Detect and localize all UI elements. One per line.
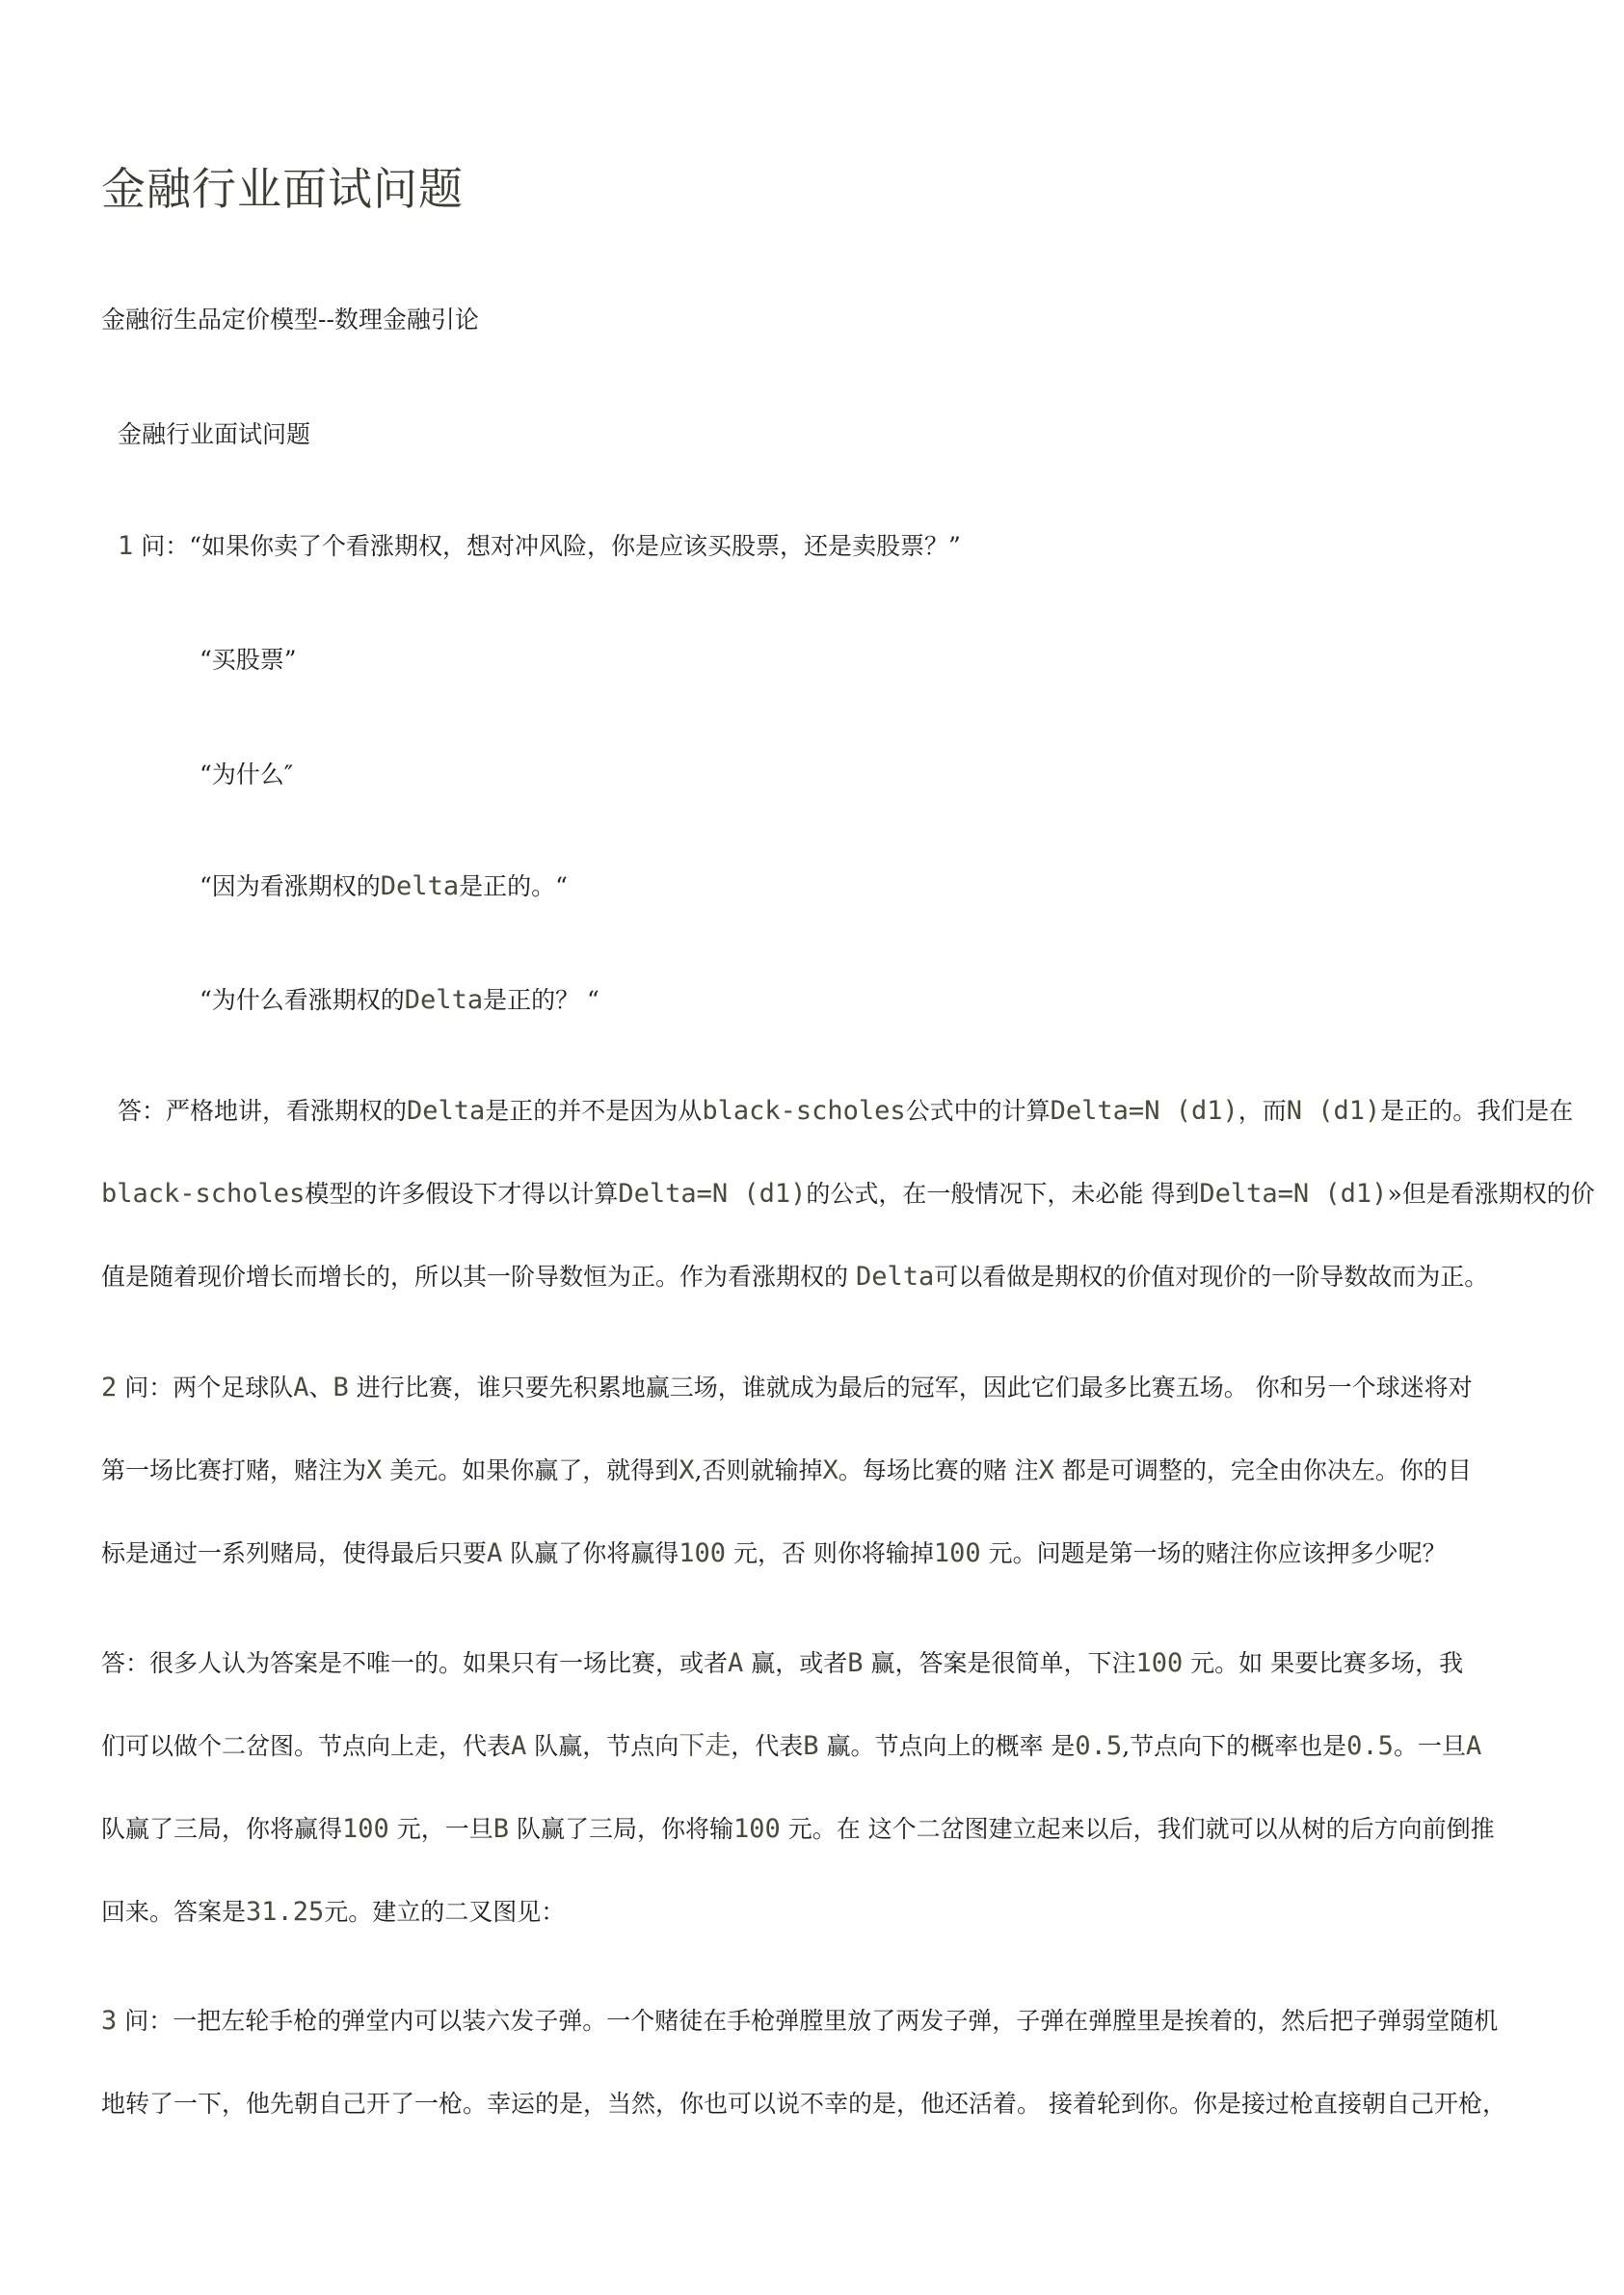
text-run: 元。在 这个二岔图建立起来以后，我们就可以从树的后方向前倒推 [780, 1815, 1495, 1843]
inline-term: 100 [679, 1538, 727, 1568]
inline-term: B [803, 1731, 819, 1761]
inline-term: 0.5 [1346, 1731, 1394, 1761]
text-run: 。每场比赛的赌 注 [838, 1456, 1039, 1484]
q1-question [118, 530, 961, 563]
inline-term: 0.5 [1075, 1731, 1123, 1761]
inline-term: Delta [855, 1262, 935, 1292]
text-run: 队赢了三局，你将赢得 [101, 1815, 343, 1843]
q1-dialogue-3-delta: Delta [380, 871, 460, 901]
text-line [101, 1730, 1566, 1813]
text-run: 赢。节点向上的概率 是 [818, 1732, 1076, 1760]
inline-term: A [511, 1731, 527, 1761]
inline-term: 31.25 [246, 1897, 325, 1927]
text-line [101, 1896, 1566, 1979]
text-run: 答：严格地讲，看涨期权的 [118, 1097, 408, 1125]
text-run: 元。建立的二叉图见： [324, 1898, 566, 1926]
inline-term: X [1038, 1455, 1054, 1485]
text-run: 地转了一下，他先朝自己开了一枪。幸运的是，当然，你也可以说不幸的是，他还活着。 接着轮到你。你是接过枪直接朝自己开枪， [101, 2090, 1506, 2118]
inline-term: A [1465, 1731, 1482, 1761]
inline-term: Delta [407, 1096, 486, 1126]
text-run: 、 [308, 1374, 333, 1401]
text-run: 元，否 则你将输掉 [726, 1539, 934, 1567]
text-run: 答：很多人认为答案是不唯一的。如果只有一场比赛，或者 [101, 1649, 729, 1677]
text-run: 公式中的计算 [905, 1097, 1051, 1125]
text-run: 赢，或者 [743, 1649, 848, 1677]
text-run: 是正的并不是因为从 [485, 1097, 703, 1125]
text-line [101, 1178, 1595, 1261]
text-run: 进行比赛，谁只要先积累地赢三场，谁就成为最后的冠军，因此它们最多比赛五场。 你和另一个球迷将对 [348, 1374, 1473, 1401]
inline-term: B [333, 1373, 349, 1402]
q1-dialogue-3-c: 是正的。“ [459, 872, 568, 900]
text-run: ,节点向下的概率也是 [1122, 1732, 1347, 1760]
text-run: 回来。答案是 [101, 1898, 247, 1926]
text-line [101, 2005, 1566, 2088]
inline-term: black-scholes [702, 1096, 906, 1126]
q3-question [101, 2005, 1566, 2171]
text-run: 标是通过一系列赌局，使得最后只要 [101, 1539, 488, 1567]
text-run: 元。问题是第一场的赌注你应该押多少呢？ [980, 1539, 1447, 1567]
inline-term: 3 [101, 2006, 118, 2036]
inline-term: A [728, 1648, 744, 1678]
q1-dialogue-2: “为什么″ [200, 761, 294, 788]
text-run: 模型的许多假设下才得以计算 [305, 1180, 619, 1208]
inline-term: X [679, 1455, 695, 1485]
inline-term: X [822, 1455, 839, 1485]
inline-term: N (d1) [1286, 1096, 1381, 1126]
inline-term: X [366, 1455, 383, 1485]
text-run: 是正的。我们是在 [1380, 1097, 1574, 1125]
text-line [118, 1095, 1574, 1178]
inline-term: 2 [101, 1373, 118, 1402]
text-run: 元，一旦 [388, 1815, 493, 1843]
inline-term: 100 [1135, 1648, 1184, 1678]
text-run: 问：两个足球队 [117, 1374, 294, 1401]
q1-dialogue-4-a: “为什么看涨期权的 [200, 986, 405, 1014]
text-run: 队赢了三局，你将输 [509, 1815, 733, 1843]
inline-term: B [847, 1648, 864, 1678]
document-subtitle: 金融衍生品定价模型--数理金融引论 [101, 306, 479, 334]
inline-term: 下走 [679, 1731, 732, 1761]
text-run: 元。如 果要比赛多场，我 [1183, 1649, 1464, 1677]
inline-term: Delta=N (d1) [618, 1179, 807, 1209]
text-line [101, 1261, 1563, 1344]
inline-term: B [493, 1814, 510, 1844]
text-run: »但是看涨期权的价 [1387, 1180, 1595, 1208]
text-run: 都是可调整的，完全由你决左。你的目 [1053, 1456, 1472, 1484]
text-line [101, 1647, 1566, 1730]
q2-question [101, 1372, 1566, 1620]
q1-dialogue-4-delta: Delta [404, 985, 484, 1015]
text-run: ,否则就输掉 [694, 1456, 823, 1484]
text-run: 问：一把左轮手枪的弹堂内可以装六发子弹。一个赌徒在手枪弹膛里放了两发子弹，子弹在弹膛里是挨着的，然后把子弹弱堂随机 [117, 2007, 1499, 2035]
q1-dialogue-1: “买股票” [200, 646, 297, 674]
text-run: ，而 [1238, 1097, 1287, 1125]
q2-answer [101, 1647, 1566, 1979]
text-run: 可以看做是期权的价值对现价的一阶导数故而为正。 [934, 1263, 1489, 1291]
q1-dialogue-3-a: “因为看涨期权的 [200, 872, 381, 900]
document-title: 金融行业面试问题 [101, 163, 464, 215]
text-run: 们可以做个二岔图。节点向上走，代表 [101, 1732, 512, 1760]
inline-term: Delta=N (d1) [1199, 1179, 1388, 1209]
text-line [101, 1537, 1566, 1620]
text-run: 队赢了你将赢得 [502, 1539, 679, 1567]
text-run: 赢，答案是很简单，下注 [863, 1649, 1136, 1677]
text-run: 。一旦 [1393, 1732, 1466, 1760]
q1-dialogue-3 [200, 870, 568, 903]
inline-term: 100 [342, 1814, 389, 1844]
inline-term: A [487, 1538, 503, 1568]
text-line [101, 1813, 1566, 1896]
text-line [101, 1372, 1566, 1454]
text-line [101, 2088, 1566, 2171]
q1-answer [101, 1095, 1595, 1344]
text-run: 值是随着现价增长而增长的，所以其一阶导数恒为正。作为看涨期权的 [101, 1263, 856, 1291]
q1-number: 1 [118, 531, 134, 561]
section-heading: 金融行业面试问题 [118, 420, 311, 448]
q1-dialogue-4 [200, 984, 599, 1017]
inline-term: A [293, 1373, 309, 1402]
text-run: 美元。如果你赢了，就得到 [382, 1456, 679, 1484]
text-run: 第一场比赛打赌，赌注为 [101, 1456, 367, 1484]
inline-term: black-scholes [101, 1179, 306, 1209]
text-run: ，代表 [731, 1732, 804, 1760]
inline-term: 100 [732, 1814, 781, 1844]
q1-dialogue-4-c: 是正的？ “ [483, 986, 599, 1014]
text-run: 的公式，在一般情况下，未必能 得到 [806, 1180, 1200, 1208]
inline-term: Delta=N (d1) [1050, 1096, 1238, 1126]
inline-term: 100 [933, 1538, 981, 1568]
q1-question-text: 问：“如果你卖了个看涨期权，想对冲风险，你是应该买股票，还是卖股票？” [133, 532, 961, 560]
text-run: 队赢，节点向 [526, 1732, 679, 1760]
text-line [101, 1454, 1566, 1537]
